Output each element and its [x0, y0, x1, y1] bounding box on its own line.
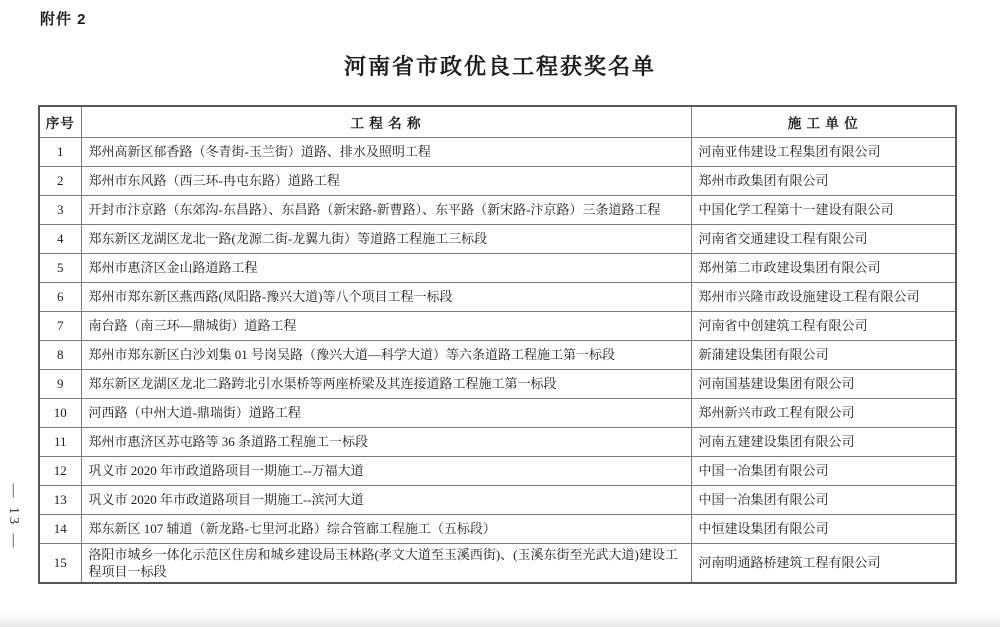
header-project: 工 程 名 称: [81, 106, 691, 137]
row-index-cell: 4: [39, 224, 81, 253]
row-unit-cell: 新蒲建设集团有限公司: [691, 340, 956, 369]
page-bottom-edge-shadow: [0, 613, 1000, 627]
table-row: [39, 137, 956, 166]
row-index-cell: 2: [39, 166, 81, 195]
row-project-cell: 郑州市郑东新区燕西路(凤阳路-豫兴大道)等八个项目工程一标段: [81, 282, 691, 311]
row-project-cell: 南台路（南三环—鼎城街）道路工程: [81, 311, 691, 340]
row-index-cell: 5: [39, 253, 81, 282]
row-index-cell: 9: [39, 369, 81, 398]
row-project-cell: 郑州市惠济区金山路道路工程: [81, 253, 691, 282]
row-unit-cell: 郑州市政集团有限公司: [691, 166, 956, 195]
table-row: [39, 427, 956, 456]
row-unit-cell: 中国一冶集团有限公司: [691, 456, 956, 485]
table-row: [39, 543, 956, 583]
table-row: [39, 514, 956, 543]
row-project-cell: 郑东新区龙湖区龙北二路跨北引水渠桥等两座桥梁及其连接道路工程施工第一标段: [81, 369, 691, 398]
table-row: [39, 195, 956, 224]
row-unit-cell: 郑州新兴市政工程有限公司: [691, 398, 956, 427]
row-unit-cell: 中恒建设集团有限公司: [691, 514, 956, 543]
award-table: [38, 105, 957, 584]
row-unit-cell: 郑州市兴隆市政设施建设工程有限公司: [691, 282, 956, 311]
table-row: [39, 369, 956, 398]
table-row: [39, 398, 956, 427]
header-unit: 施 工 单 位: [691, 106, 956, 137]
row-project-cell: 郑州高新区郁香路（冬青街-玉兰街）道路、排水及照明工程: [81, 137, 691, 166]
row-project-cell: 开封市汴京路（东郊沟-东昌路）、东昌路（新宋路-新曹路）、东平路（新宋路-汴京路）三条道路工程: [81, 195, 691, 224]
row-index-cell: 3: [39, 195, 81, 224]
page-number: — 13 —: [6, 483, 21, 551]
table-row: [39, 166, 956, 195]
row-project-cell: 巩义市 2020 年市政道路项目一期施工--滨河大道: [81, 485, 691, 514]
row-project-cell: 巩义市 2020 年市政道路项目一期施工--万福大道: [81, 456, 691, 485]
row-index-cell: 1: [39, 137, 81, 166]
row-index-cell: 15: [39, 543, 81, 583]
row-unit-cell: 中国化学工程第十一建设有限公司: [691, 195, 956, 224]
row-index-cell: 6: [39, 282, 81, 311]
row-index-cell: 12: [39, 456, 81, 485]
row-unit-cell: 河南省交通建设工程有限公司: [691, 224, 956, 253]
table-row: [39, 282, 956, 311]
attachment-label: 附件 2: [40, 11, 87, 28]
table-header: [39, 106, 956, 137]
table-row: [39, 253, 956, 282]
table-row: [39, 340, 956, 369]
row-project-cell: 郑东新区龙湖区龙北一路(龙源二街-龙翼九街）等道路工程施工三标段: [81, 224, 691, 253]
header-row: [39, 106, 956, 137]
table-row: [39, 311, 956, 340]
row-project-cell: 洛阳市城乡一体化示范区住房和城乡建设局玉林路(孝文大道至玉溪西街)、(玉溪东街至光武大道)建设工程项目一标段: [81, 543, 691, 583]
page-title: 河南省市政优良工程获奖名单: [343, 54, 656, 79]
row-project-cell: 郑州市惠济区苏屯路等 36 条道路工程施工一标段: [81, 427, 691, 456]
table-row: [39, 485, 956, 514]
row-unit-cell: 中国一冶集团有限公司: [691, 485, 956, 514]
table-body: [39, 137, 956, 583]
row-unit-cell: 河南国基建设集团有限公司: [691, 369, 956, 398]
row-index-cell: 11: [39, 427, 81, 456]
row-index-cell: 10: [39, 398, 81, 427]
header-index: 序号: [39, 106, 81, 137]
row-unit-cell: 河南省中创建筑工程有限公司: [691, 311, 956, 340]
row-project-cell: 郑州市郑东新区白沙刘集 01 号岗吴路（豫兴大道—科学大道）等六条道路工程施工第一标段: [81, 340, 691, 369]
row-project-cell: 郑州市东风路（西三环-冉屯东路）道路工程: [81, 166, 691, 195]
row-unit-cell: 郑州第二市政建设集团有限公司: [691, 253, 956, 282]
table-row: [39, 456, 956, 485]
table-row: [39, 224, 956, 253]
row-index-cell: 14: [39, 514, 81, 543]
row-index-cell: 7: [39, 311, 81, 340]
row-unit-cell: 河南明通路桥建筑工程有限公司: [691, 543, 956, 583]
row-index-cell: 13: [39, 485, 81, 514]
row-unit-cell: 河南亚伟建设工程集团有限公司: [691, 137, 956, 166]
row-unit-cell: 河南五建建设集团有限公司: [691, 427, 956, 456]
row-index-cell: 8: [39, 340, 81, 369]
row-project-cell: 河西路（中州大道-鼎瑞街）道路工程: [81, 398, 691, 427]
row-project-cell: 郑东新区 107 辅道（新龙路-七里河北路）综合管廊工程施工（五标段）: [81, 514, 691, 543]
